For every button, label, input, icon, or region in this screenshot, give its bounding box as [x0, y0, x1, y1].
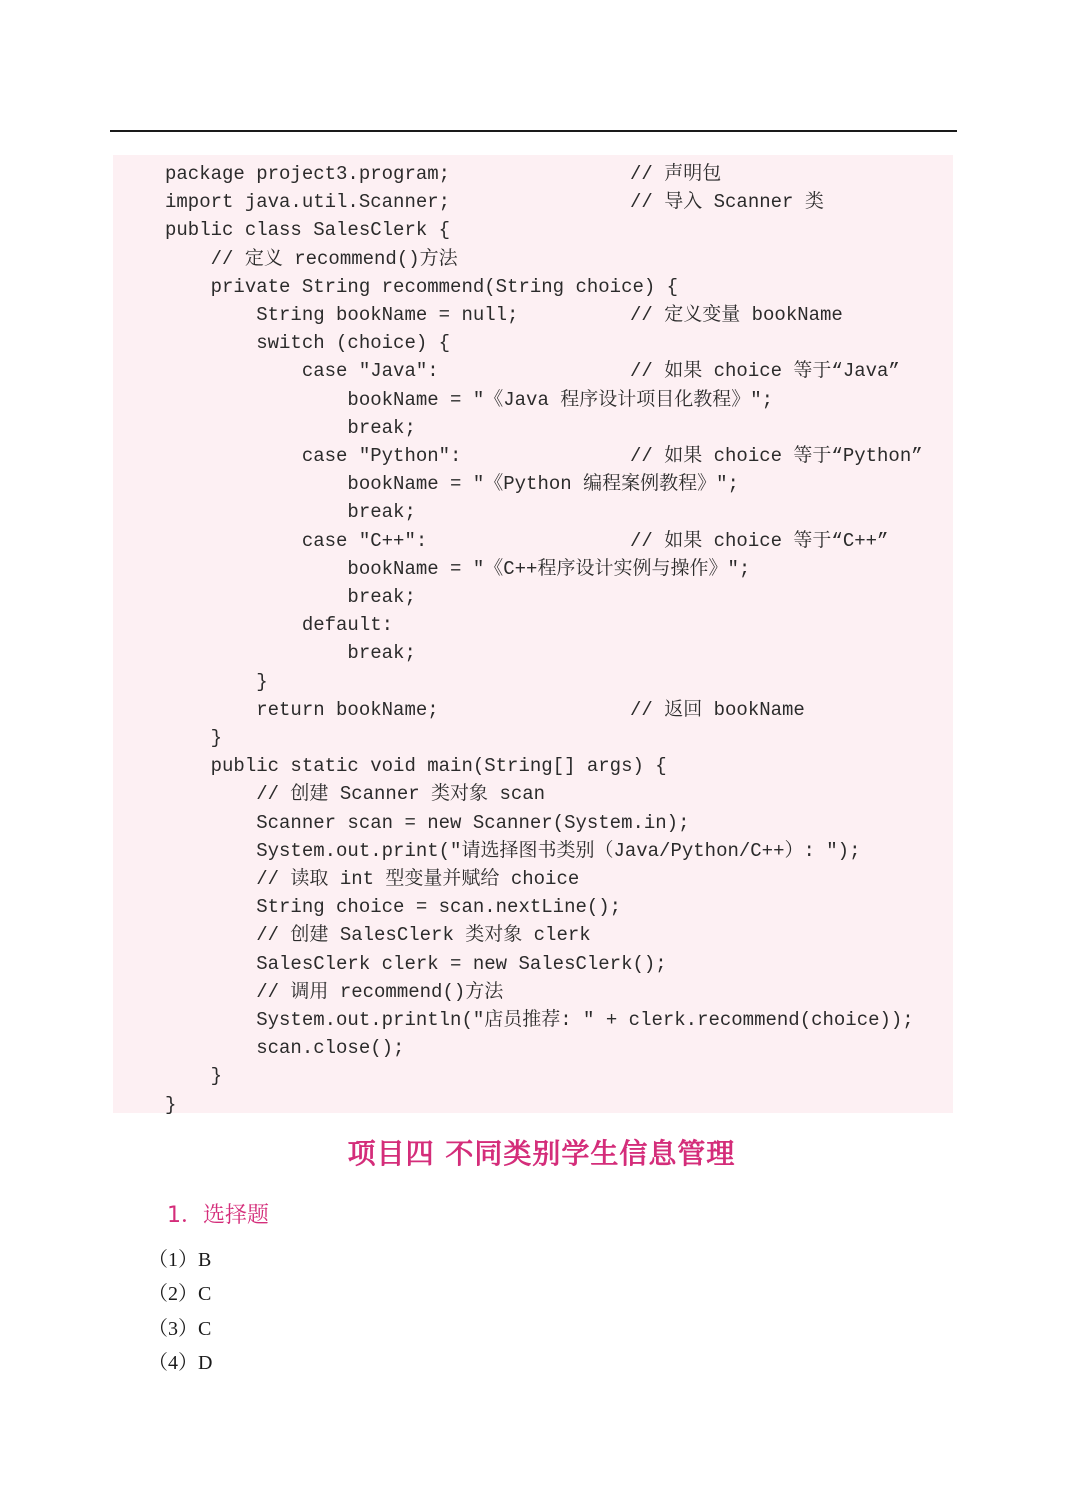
code-line [165, 668, 943, 696]
code-line [165, 893, 943, 921]
code-line [165, 809, 943, 837]
code-text: break; [165, 416, 416, 439]
code-comment: // 如果 choice 等于“C++” [630, 529, 889, 552]
answer-item: （1）B [148, 1249, 212, 1271]
code-line [165, 1062, 943, 1090]
code-text: // 调用 recommend()方法 [165, 980, 504, 1003]
code-text: public static void main(String[] args) { [165, 755, 667, 778]
code-text: package project3.program; [165, 163, 451, 185]
code-line [165, 414, 943, 442]
code-line [165, 442, 943, 470]
code-text: switch (choice) { [165, 332, 451, 355]
code-line [165, 301, 943, 329]
code-line [165, 188, 943, 216]
code-text: SalesClerk clerk = new SalesClerk(); [165, 952, 667, 975]
code-text: return bookName; [165, 698, 439, 721]
code-text: bookName = "《Python 编程案例教程》"; [165, 473, 739, 496]
code-block [113, 155, 953, 1116]
code-text: case "Java": [165, 360, 439, 383]
code-text: break; [165, 642, 416, 665]
code-comment: // 如果 choice 等于“Java” [630, 360, 900, 383]
code-text: break; [165, 501, 416, 524]
code-comment: // 返回 bookName [630, 698, 805, 721]
code-line [165, 273, 943, 301]
code-line [165, 357, 943, 385]
code-text: public class SalesClerk { [165, 219, 451, 242]
code-text: bookName = "《Java 程序设计项目化教程》"; [165, 388, 774, 411]
code-line [165, 245, 943, 273]
code-line [165, 780, 943, 808]
code-line [165, 555, 943, 583]
code-text: String bookName = null; [165, 304, 519, 326]
code-line [165, 921, 943, 949]
code-line [165, 329, 943, 357]
code-line [165, 752, 943, 780]
code-text: Scanner scan = new Scanner(System.in); [165, 811, 690, 834]
code-text: System.out.println("店员推荐: " + clerk.recommend(choice)); [165, 1009, 914, 1031]
section-title: 项目四 不同类别学生信息管理 [347, 1137, 736, 1170]
answer-item: （3）C [148, 1318, 212, 1340]
code-line [165, 978, 943, 1006]
code-line [165, 498, 943, 526]
code-text: // 创建 Scanner 类对象 scan [165, 783, 546, 806]
code-line [165, 837, 943, 865]
code-text: default: [165, 614, 394, 637]
code-line [165, 527, 943, 555]
code-line [165, 611, 943, 639]
code-text: import java.util.Scanner; [165, 191, 451, 214]
code-line [165, 639, 943, 667]
code-line [165, 1034, 943, 1062]
code-line [165, 160, 943, 188]
code-text: bookName = "《C++程序设计实例与操作》"; [165, 557, 751, 580]
code-text: } [165, 1065, 223, 1088]
code-line [165, 724, 943, 752]
code-line [165, 583, 943, 611]
code-text: private String recommend(String choice) { [165, 275, 679, 298]
code-line [165, 1006, 943, 1034]
sub-heading: 1．选择题 [167, 1203, 269, 1228]
code-text: System.out.print("请选择图书类别（Java/Python/C++）: "); [165, 839, 861, 862]
code-comment: // 声明包 [630, 163, 722, 185]
code-text: scan.close(); [165, 1037, 405, 1060]
code-line [165, 950, 943, 978]
code-text: // 读取 int 型变量并赋给 choice [165, 868, 580, 890]
code-text: } [165, 670, 268, 693]
header-rule [110, 130, 957, 132]
code-line [165, 386, 943, 414]
code-line [165, 1091, 943, 1119]
code-line [165, 470, 943, 498]
code-line [165, 216, 943, 244]
code-text: } [165, 1093, 177, 1116]
code-text: case "C++": [165, 529, 428, 552]
code-line [165, 696, 943, 724]
code-comment: // 如果 choice 等于“Python” [630, 445, 923, 467]
code-text: // 创建 SalesClerk 类对象 clerk [165, 924, 591, 947]
code-comment: // 导入 Scanner 类 [630, 191, 824, 214]
answer-item: （4）D [148, 1352, 213, 1374]
answer-item: （2）C [148, 1283, 212, 1305]
code-text: break; [165, 586, 416, 608]
code-comment: // 定义变量 bookName [630, 304, 843, 326]
code-text: case "Python": [165, 445, 462, 467]
code-line [165, 865, 943, 893]
code-text: } [165, 727, 223, 749]
code-text: // 定义 recommend()方法 [165, 247, 458, 270]
code-text: String choice = scan.nextLine(); [165, 896, 622, 919]
